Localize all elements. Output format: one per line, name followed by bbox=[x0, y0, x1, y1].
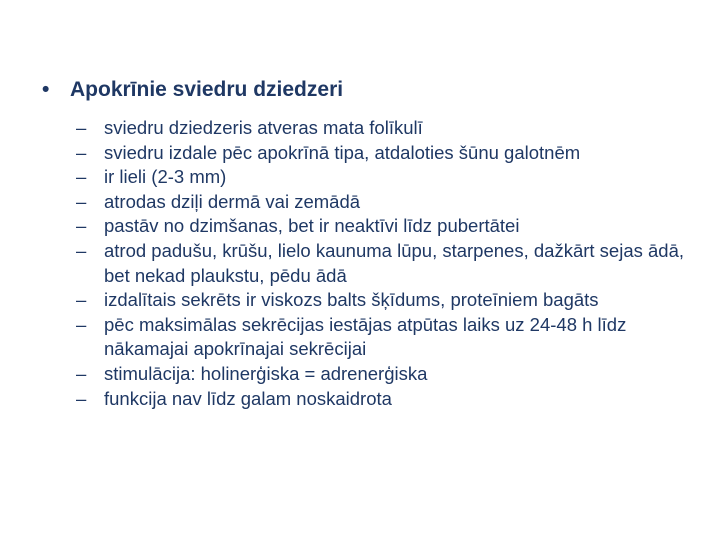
list-item bbox=[76, 239, 696, 288]
list-item bbox=[76, 313, 696, 362]
list-item-text: atrodas dziļi dermā vai zemādā bbox=[104, 190, 361, 212]
dash-marker: – bbox=[76, 289, 87, 311]
dash-marker: – bbox=[76, 215, 87, 237]
list-item bbox=[76, 387, 696, 412]
list-item bbox=[76, 362, 696, 387]
slide-heading: Apokrīnie sviedru dziedzeri bbox=[70, 78, 344, 101]
list-item-text: pēc maksimālas sekrēcijas iestājas atpūtas laiks uz 24-48 h līdz nākamajai apokrīnajai sekrēcijai bbox=[104, 313, 627, 360]
dash-marker: – bbox=[76, 190, 87, 212]
list-item-text: sviedru izdale pēc apokrīnā tipa, atdaloties šūnu galotnēm bbox=[104, 141, 581, 163]
list-item bbox=[76, 288, 696, 313]
list-item-text: sviedru dziedzeris atveras mata folīkulī bbox=[104, 117, 423, 138]
dash-marker: – bbox=[76, 117, 87, 138]
list-item bbox=[76, 190, 696, 215]
list-item-text: ir lieli (2-3 mm) bbox=[104, 166, 227, 188]
list-item-text: izdalītais sekrēts ir viskozs balts šķīdums, proteīniem bagāts bbox=[104, 289, 599, 311]
list-item-text: funkcija nav līdz galam noskaidrota bbox=[104, 387, 392, 409]
dash-marker: – bbox=[76, 387, 87, 409]
list-item bbox=[76, 165, 696, 190]
list-item-text: atrod padušu, krūšu, lielo kaunuma lūpu, starpenes, dažkārt sejas ādā, bet nekad plaukstu, pēdu ādā bbox=[104, 239, 685, 286]
sub-bullet-list bbox=[76, 116, 696, 411]
list-item bbox=[76, 116, 696, 141]
dash-marker: – bbox=[76, 141, 87, 163]
dash-marker: – bbox=[76, 362, 87, 384]
list-item-text: stimulācija: holinerģiska = adrenerģiska bbox=[104, 362, 428, 384]
dash-marker: – bbox=[76, 313, 87, 335]
list-item-text: pastāv no dzimšanas, bet ir neaktīvi līdz pubertātei bbox=[104, 215, 520, 237]
dash-marker: – bbox=[76, 239, 87, 261]
main-bullet bbox=[42, 76, 682, 104]
list-item bbox=[76, 141, 696, 166]
dash-marker: – bbox=[76, 166, 87, 188]
bullet-dot: • bbox=[42, 78, 50, 101]
list-item bbox=[76, 214, 696, 239]
